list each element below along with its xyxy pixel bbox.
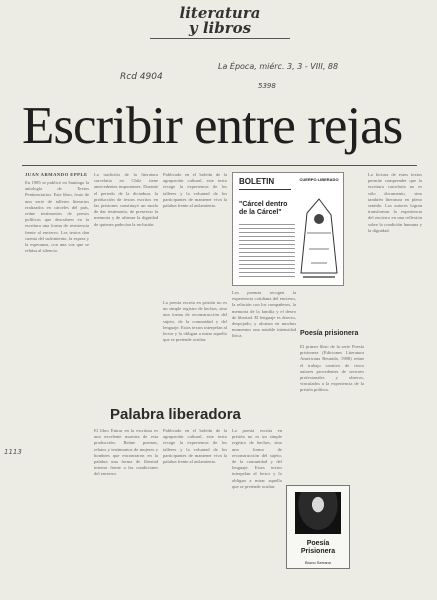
- handwritten-number: 5398: [258, 82, 276, 90]
- column-8: Publicado en el boletín de la agrupación cultural, este texto recoge la experiencia de los talleres y la voluntad de los participantes de mantener viva la palabra frente al aislamiento.: [163, 428, 227, 465]
- cover-title-2: Prisionera: [300, 548, 336, 555]
- column-3: Publicado en el boletín de la agrupación cultural, este texto recoge la experiencia de los talleres y la voluntad de los participantes de mantener viva la palabra frente al aislamiento.: [163, 172, 227, 209]
- cover-portrait: [295, 492, 341, 534]
- boletin-side-label: CUERPO LIBERADO: [299, 177, 339, 182]
- handwritten-code: Rcd 4904: [120, 72, 163, 82]
- section-line-2: y libros: [188, 19, 252, 37]
- section-rule: [150, 38, 290, 39]
- subhead-poesia-prisionera: Poesía prisionera: [300, 330, 359, 337]
- column-2: La tradición de la literatura carcelaria en Chile tiene antecedentes importantes. Durante el periodo de la dictadura, la producción de textos escritos en las prisiones constituyó un modo de dar testimonio, de preservar la memoria y de afirmar la dignidad de quienes padecían la reclusión.: [94, 172, 158, 227]
- boletin-image: [232, 172, 344, 286]
- margin-number: 1113: [4, 448, 22, 456]
- column-1: En 1985 se publicó en Santiago la antología de Textos Penitenciarios. Este libro, fruto de una serie de talleres literarios realizados en cárceles del país, reúne testimonios de presos políticos que descubren en la escritura una forma de resistencia frente al encierro. Los textos dan cuenta del sufrimiento, la espera y la esperanza, con una voz que se rehúsa al silencio.: [25, 180, 89, 254]
- boletin-rule: [239, 189, 291, 190]
- column-4: Los poemas recogen la experiencia cotidiana del encierro, la relación con los compañeros, la memoria de la familia y el deseo de libertad. El lenguaje es directo, despojado, y alcanza en muchos momentos una notable intensidad lírica.: [232, 290, 296, 339]
- byline: JUAN ARMANDO EPPLE: [25, 172, 88, 177]
- column-5: El primer libro de la serie Poesía prisionera (Ediciones Literatura Americana Reunida, 1988) reúne el trabajo creativo de cinco autores procedentes de sectores profesionales y obreros, vinculados a la experiencia de la prisión política.: [300, 344, 364, 393]
- boletin-headline: "Cárcel dentro de la Cárcel": [239, 201, 288, 216]
- subhead-palabra-liberadora: Palabra liberadora: [110, 406, 241, 423]
- section-title: [150, 6, 290, 36]
- boletin-title: BOLETIN: [239, 177, 275, 186]
- handwritten-date: La Época, miérc. 3, 3 - VIII, 88: [218, 62, 339, 71]
- column-6: La lectura de estos textos permite comprender que la escritura carcelaria no es sólo documento, sino también literatura en pleno sentido. Los autores logran transformar la experiencia del encierro en una reflexión sobre la condición humana y la dignidad.: [368, 172, 422, 233]
- boletin-illustration: [297, 193, 341, 279]
- column-9: La poesía escrita en prisión no es un simple registro de hechos, sino una forma de reconstrucción del sujeto, de la comunidad y del lenguaje. Estos textos interpelan al lector y lo obligan a mirar aquello que se pretende ocultar.: [232, 428, 282, 489]
- cover-title-1: Poesía: [306, 540, 330, 547]
- headline: Escribir entre rejas: [22, 97, 403, 155]
- headline-rule: [22, 165, 417, 166]
- section-line-1: literatura: [179, 4, 261, 22]
- boletin-text-lines: [239, 221, 295, 279]
- book-cover: [286, 485, 350, 569]
- column-7: El libro Entrar en la escritura es una excelente muestra de esta producción. Reúne poemas, relatos y testimonios de mujeres y hombres que encontraron en la palabra una forma de libertad interior frente a las condiciones del encierro.: [94, 428, 158, 477]
- cover-author: Bruno Serrano: [304, 560, 331, 565]
- column-3-lower: La poesía escrita en prisión no es un simple registro de hechos, sino una forma de reconstrucción del sujeto, de la comunidad y del lenguaje. Estos textos interpelan al lector y lo obligan a mirar aquello que se pretende ocultar.: [163, 300, 227, 343]
